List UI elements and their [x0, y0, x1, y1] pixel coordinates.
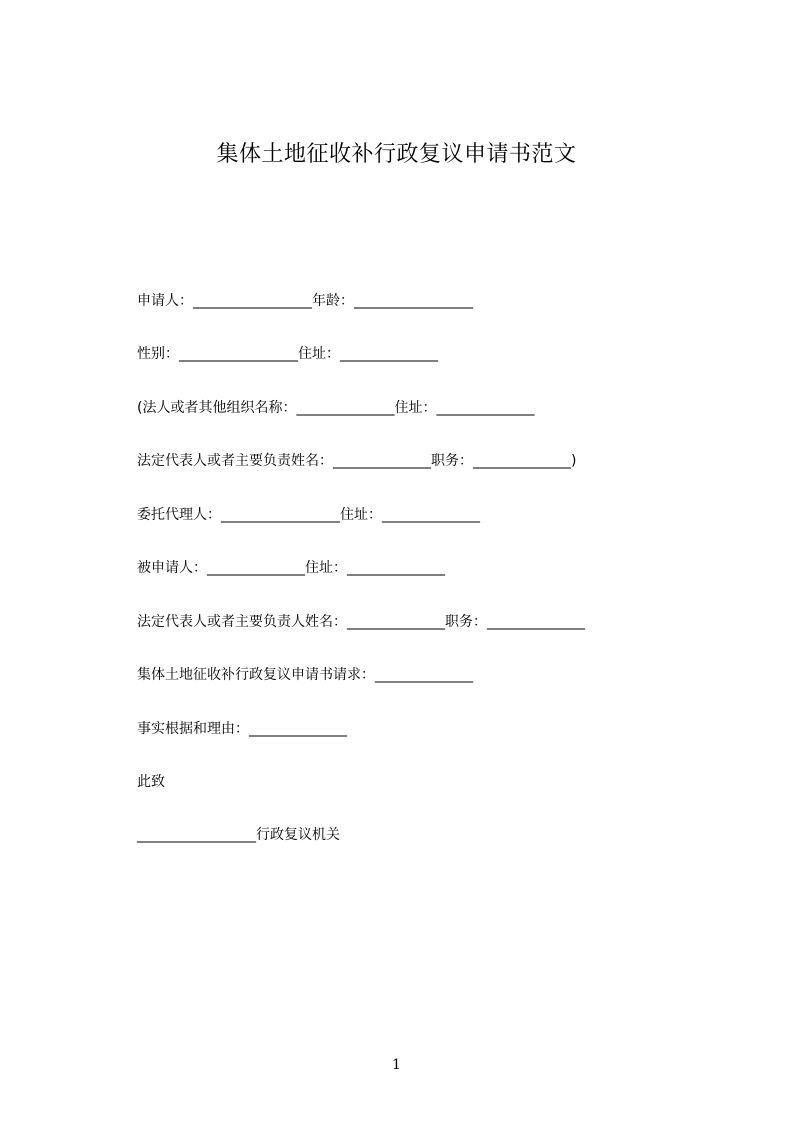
respondent-line: 被申请人：______________住址：______________: [137, 560, 445, 576]
legal-representative-line: 法定代表人或者主要负责姓名：______________职务：______________): [137, 453, 577, 469]
page-number: 1: [392, 1057, 401, 1073]
applicant-line: 申请人：_________________年龄：_________________: [137, 293, 473, 309]
request-line: 集体土地征收补行政复议申请书请求：______________: [137, 667, 473, 683]
respondent-representative-line: 法定代表人或者主要负责人姓名：______________职务：______________: [137, 614, 585, 630]
document-title: 集体土地征收补行政复议申请书范文: [216, 142, 577, 167]
recipient-authority-line: _________________行政复议机关: [137, 827, 340, 843]
agent-line: 委托代理人：_________________住址：______________: [137, 507, 480, 523]
gender-address-line: 性别：_________________住址：______________: [137, 346, 438, 362]
facts-reasons-line: 事实根据和理由：______________: [137, 721, 347, 737]
organization-line: (法人或者其他组织名称：______________住址：______________: [137, 400, 535, 416]
salutation-line: 此致: [137, 774, 165, 790]
